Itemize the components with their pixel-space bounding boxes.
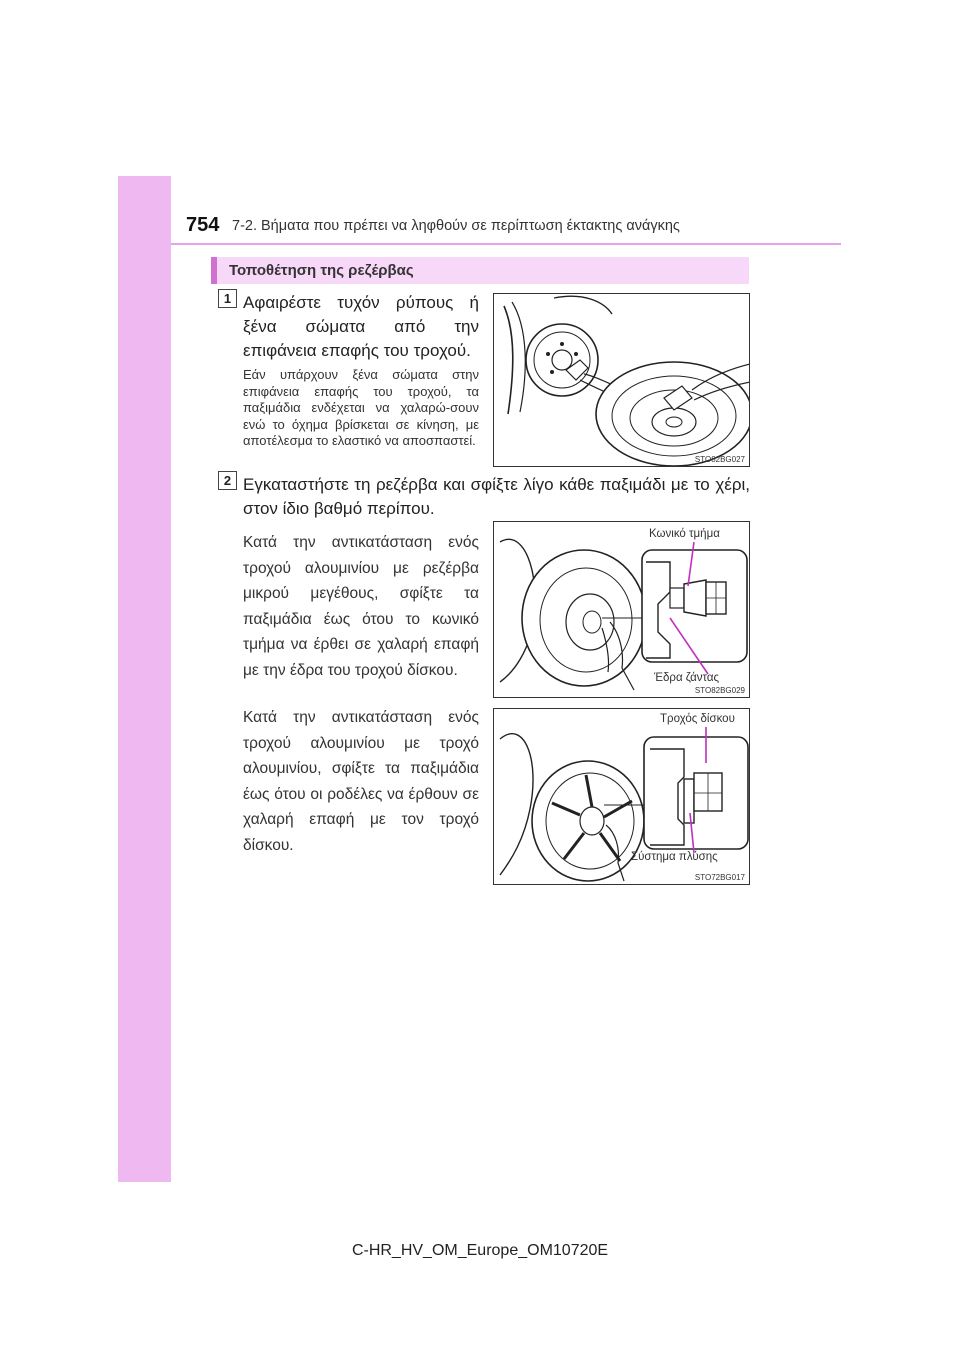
figure-code: STO72BG017 (694, 873, 745, 882)
section-header (211, 257, 749, 284)
step-1-instruction: Αφαιρέστε τυχόν ρύπους ή ξένα σώματα από την επιφάνεια επαφής του τροχού. (243, 293, 479, 360)
step-2-paragraph-spare: Κατά την αντικατάσταση ενός τροχού αλουμινίου με ρεζέρβα μικρού μεγέθους, σφίξτε τα παξιμάδια έως ότου το κωνικό τμήμα να έρθει σε χαλαρή επαφή με την έδρα του τροχού δίσκου. (243, 534, 479, 679)
figure-code: STO82BG027 (694, 455, 745, 464)
callout-rim-seat: Έδρα ζάντας (654, 672, 720, 684)
page-number: 754 (186, 214, 220, 236)
step-2-instruction: Εγκαταστήστε τη ρεζέρβα και σφίξτε λίγο κάθε παξιμάδι με το χέρι, στον ίδιο βαθμό περίπου. (243, 475, 750, 518)
chapter-sidebar-tab (118, 176, 171, 1182)
section-accent (211, 257, 217, 284)
chapter-title: 7-2. Βήματα που πρέπει να ληφθούν σε περίπτωση έκτακτης ανάγκης (232, 218, 680, 234)
callout-washer-system: Σύστημα πλύσης (631, 851, 718, 863)
figure-code: STO82BG029 (694, 686, 745, 695)
step-number-1: 1 (218, 289, 237, 308)
callout-conical-part: Κωνικό τμήμα (649, 528, 720, 540)
callout-disc-wheel: Τροχός δίσκου (660, 713, 735, 725)
step-number-2: 2 (218, 471, 237, 490)
document-footer: C-HR_HV_OM_Europe_OM10720E (351, 1242, 609, 1259)
wheel-hub-cleaning-illustration (494, 294, 750, 467)
header-divider (171, 243, 841, 245)
figure-disc-wheel-washer (493, 708, 750, 885)
section-title: Τοποθέτηση της ρεζέρβας (229, 262, 414, 279)
step-2-paragraph-alloy: Κατά την αντικατάσταση ενός τροχού αλουμινίου με τροχό αλουμινίου, σφίξτε τα παξιμάδια έως ότου οι ροδέλες να έρθουν σε χαλαρή επαφή με τον τροχό δίσκου. (243, 709, 479, 854)
figure-conical-seat (493, 521, 750, 698)
figure-clean-contact-surface (493, 293, 750, 467)
step-1-note: Εάν υπάρχουν ξένα σώματα στην επιφάνεια επαφής του τροχού, τα παξιμάδια ενδέχεται να χαλαρώ-σουν ενώ το όχημα βρίσκεται σε κίνηση, με αποτέλεσμα το ελαστικό να αποσπαστεί. (243, 367, 479, 449)
